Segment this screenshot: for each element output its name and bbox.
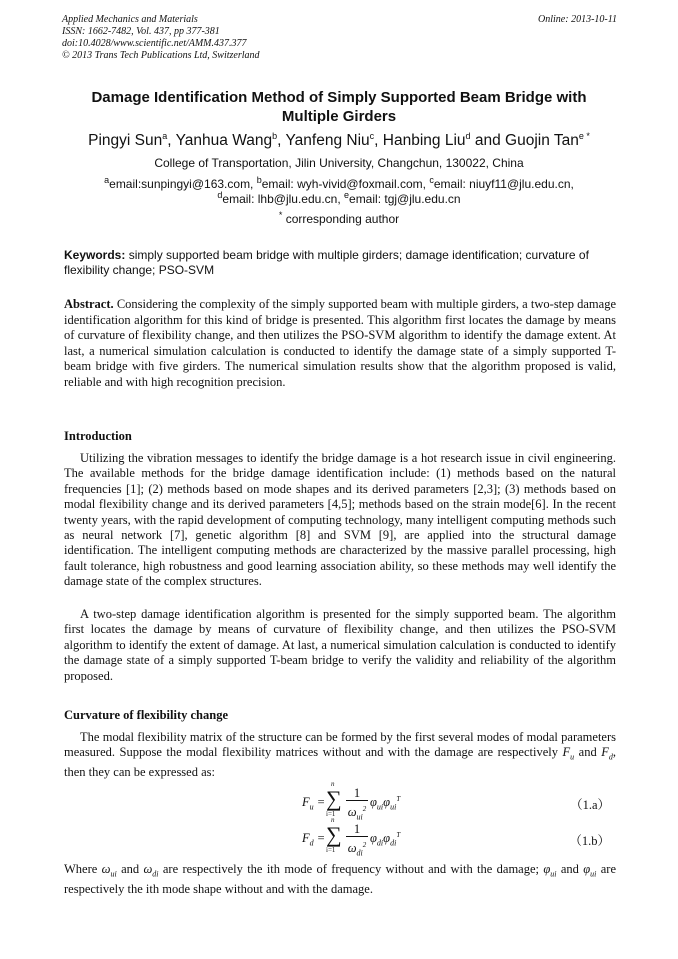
symbol-omega-d: $\omega_{di}$	[143, 862, 159, 879]
journal-copyright: © 2013 Trans Tech Publications Ltd, Switzerland	[62, 50, 260, 61]
author-mark: c	[369, 130, 375, 141]
email-list	[40, 177, 638, 207]
separator: ,	[167, 132, 176, 149]
equation-1b	[64, 816, 616, 858]
mode-shape-product: $\varphi_{ui}\varphi_{ui}^T$	[370, 795, 401, 812]
email-line-2: $^d$email: lhb@jlu.edu.cn, $^e$email: tgj@jlu.edu.cn	[217, 190, 461, 206]
equation-lhs: $F_u$ =	[302, 795, 326, 812]
symbol-omega-u: $\omega_{ui}$	[101, 862, 117, 879]
fraction: 1 $\omega_{ui}^2$	[347, 786, 367, 822]
author-name: Pingyi Sun	[88, 132, 163, 149]
email-b: email: wyh-vivid@foxmail.com,	[261, 177, 430, 191]
section-heading-curvature: Curvature of flexibility change	[64, 708, 228, 722]
equation-lhs: $F_d$ =	[302, 831, 326, 848]
journal-issn: ISSN: 1662-7482, Vol. 437, pp 377-381	[62, 26, 220, 37]
email-c: email: niuyf11@jlu.edu.cn,	[433, 177, 574, 191]
symbol-phi-u: $\varphi_{ui}$	[543, 862, 557, 879]
introduction-paragraph-1: Utilizing the vibration messages to identify the bridge damage is a hot research issue in civil engineering. The available methods for the bridge damage identification include: (1) methods based on the natural frequencies [1]; (2) methods based on mode shapes and its derived parameters [2,3]; (3) methods based on modal flexibility change and its derived parameters [4,5]; methods based on the strain mode[6]. In the recent twenty years, with the rapid development of computing technology, many intelligent computing methods such as neural network [7], genetic algorithm [8] and SVM [9], are applied into the structural damage identification. The intelligent computing methods are characterized by the massive parallel processing, high fault tolerance, high robustness and good learning association ability, so these methods may well identify the damage state of the complex structures.	[64, 451, 616, 589]
online-date: Online: 2013-10-11	[538, 14, 617, 25]
affiliation: College of Transportation, Jilin University, Changchun, 130022, China	[154, 156, 524, 170]
journal-header	[62, 14, 617, 62]
symbol-fd: $F_d$	[601, 745, 613, 762]
author-mark: a	[162, 130, 168, 141]
where-and: and	[121, 862, 140, 876]
mode-shape-product: $\varphi_{di}\varphi_{di}^T$	[370, 831, 401, 848]
author-name: Guojin Tan	[505, 132, 579, 149]
where-text: Where	[64, 862, 98, 876]
keywords-text: simply supported beam bridge with multiple girders; damage identification; curvature of flexibility change; PSO-SVM	[64, 248, 589, 277]
where-text-2: are respectively the ith mode of frequency without and with the damage;	[162, 862, 539, 876]
paper-title	[40, 88, 638, 126]
symbol-fu: $F_u$	[562, 745, 575, 762]
separator: ,	[277, 132, 286, 149]
keywords-label: Keywords:	[64, 248, 126, 262]
title-line-2: Multiple Girders	[281, 108, 397, 125]
email-d: email: lhb@jlu.edu.cn,	[222, 192, 344, 206]
curvature-text-end: , then they can be expressed as:	[64, 745, 616, 780]
journal-info	[62, 14, 617, 62]
author-mark: d	[465, 130, 471, 141]
equation-1a	[64, 780, 616, 822]
where-paragraph	[64, 862, 616, 897]
abstract	[64, 297, 616, 391]
email-a: email:sunpingyi@163.com,	[109, 177, 257, 191]
where-and-2: and	[560, 862, 579, 876]
introduction-paragraph-2: A two-step damage identification algorithm is presented for the simply supported beam. The algorithm first locates the damage by means of curvature of flexibility change, and then utilizes the PSO-SVM algorithm to identify the extent of damage. At last, a numerical simulation calculation is conducted to identify the damage state of a simply supported T-beam bridge to verify the validity and reliability of the algorithm proposed.	[64, 607, 616, 683]
corresponding-mark: *	[278, 210, 283, 220]
section-heading-introduction: Introduction	[64, 429, 132, 443]
curvature-text: The modal flexibility matrix of the structure can be formed by the first several modes of modal parameters measured. Suppose the modal flexibility matrices without and with the damage are respectively	[64, 730, 616, 760]
keywords	[64, 248, 616, 277]
journal-name: Applied Mechanics and Materials	[62, 14, 198, 25]
author-name: Yanhua Wang	[175, 132, 273, 149]
separator: and	[470, 132, 506, 149]
corresponding-author	[40, 212, 638, 227]
author-mark: e *	[578, 130, 590, 141]
author-list	[40, 131, 638, 151]
fraction: 1 $\omega_{di}^2$	[347, 822, 367, 858]
journal-doi: doi:10.4028/www.scientific.net/AMM.437.377	[62, 38, 247, 49]
author-name: Yanfeng Niu	[285, 132, 370, 149]
author-name: Hanbing Liu	[382, 132, 466, 149]
equation-tag: （1.a）	[570, 798, 610, 812]
separator: ,	[374, 132, 383, 149]
summation-symbol: ∑ n i=1	[326, 780, 342, 818]
symbol-phi-d: $\varphi_{ui}$	[583, 862, 597, 879]
email-line-1: $^a$email:sunpingyi@163.com, $^b$email: wyh-vivid@foxmail.com, $^c$email: niuyf11@jlu.edu.cn,	[104, 175, 574, 191]
equation-tag: （1.b）	[569, 834, 610, 848]
curvature-paragraph-1	[64, 730, 616, 781]
email-e: email: tgj@jlu.edu.cn	[349, 192, 461, 206]
corresponding-text: corresponding author	[282, 212, 400, 226]
abstract-text: Considering the complexity of the simply supported beam with multiple girders, a two-step damage identification algorithm for this kind of bridge is presented. This algorithm first locates the damage by means of curvature of flexibility change, and then utilizes the PSO-SVM algorithm to identify the damage extent. At last, a numerical simulation calculation is conducted to identify the damage state of a simply supported T-beam bridge with five girders. The numerical simulation results show that the algorithm proposed is valid, reliable and with high recognition precision.	[64, 297, 616, 389]
summation-symbol: ∑ n i=1	[326, 816, 342, 854]
author-mark: b	[272, 130, 278, 141]
title-line-1: Damage Identification Method of Simply Supported Beam Bridge with	[91, 89, 587, 106]
abstract-label: Abstract.	[64, 297, 114, 311]
where-text-3: are respectively the ith mode shape without and with the damage.	[64, 862, 616, 896]
curvature-and: and	[578, 745, 597, 760]
